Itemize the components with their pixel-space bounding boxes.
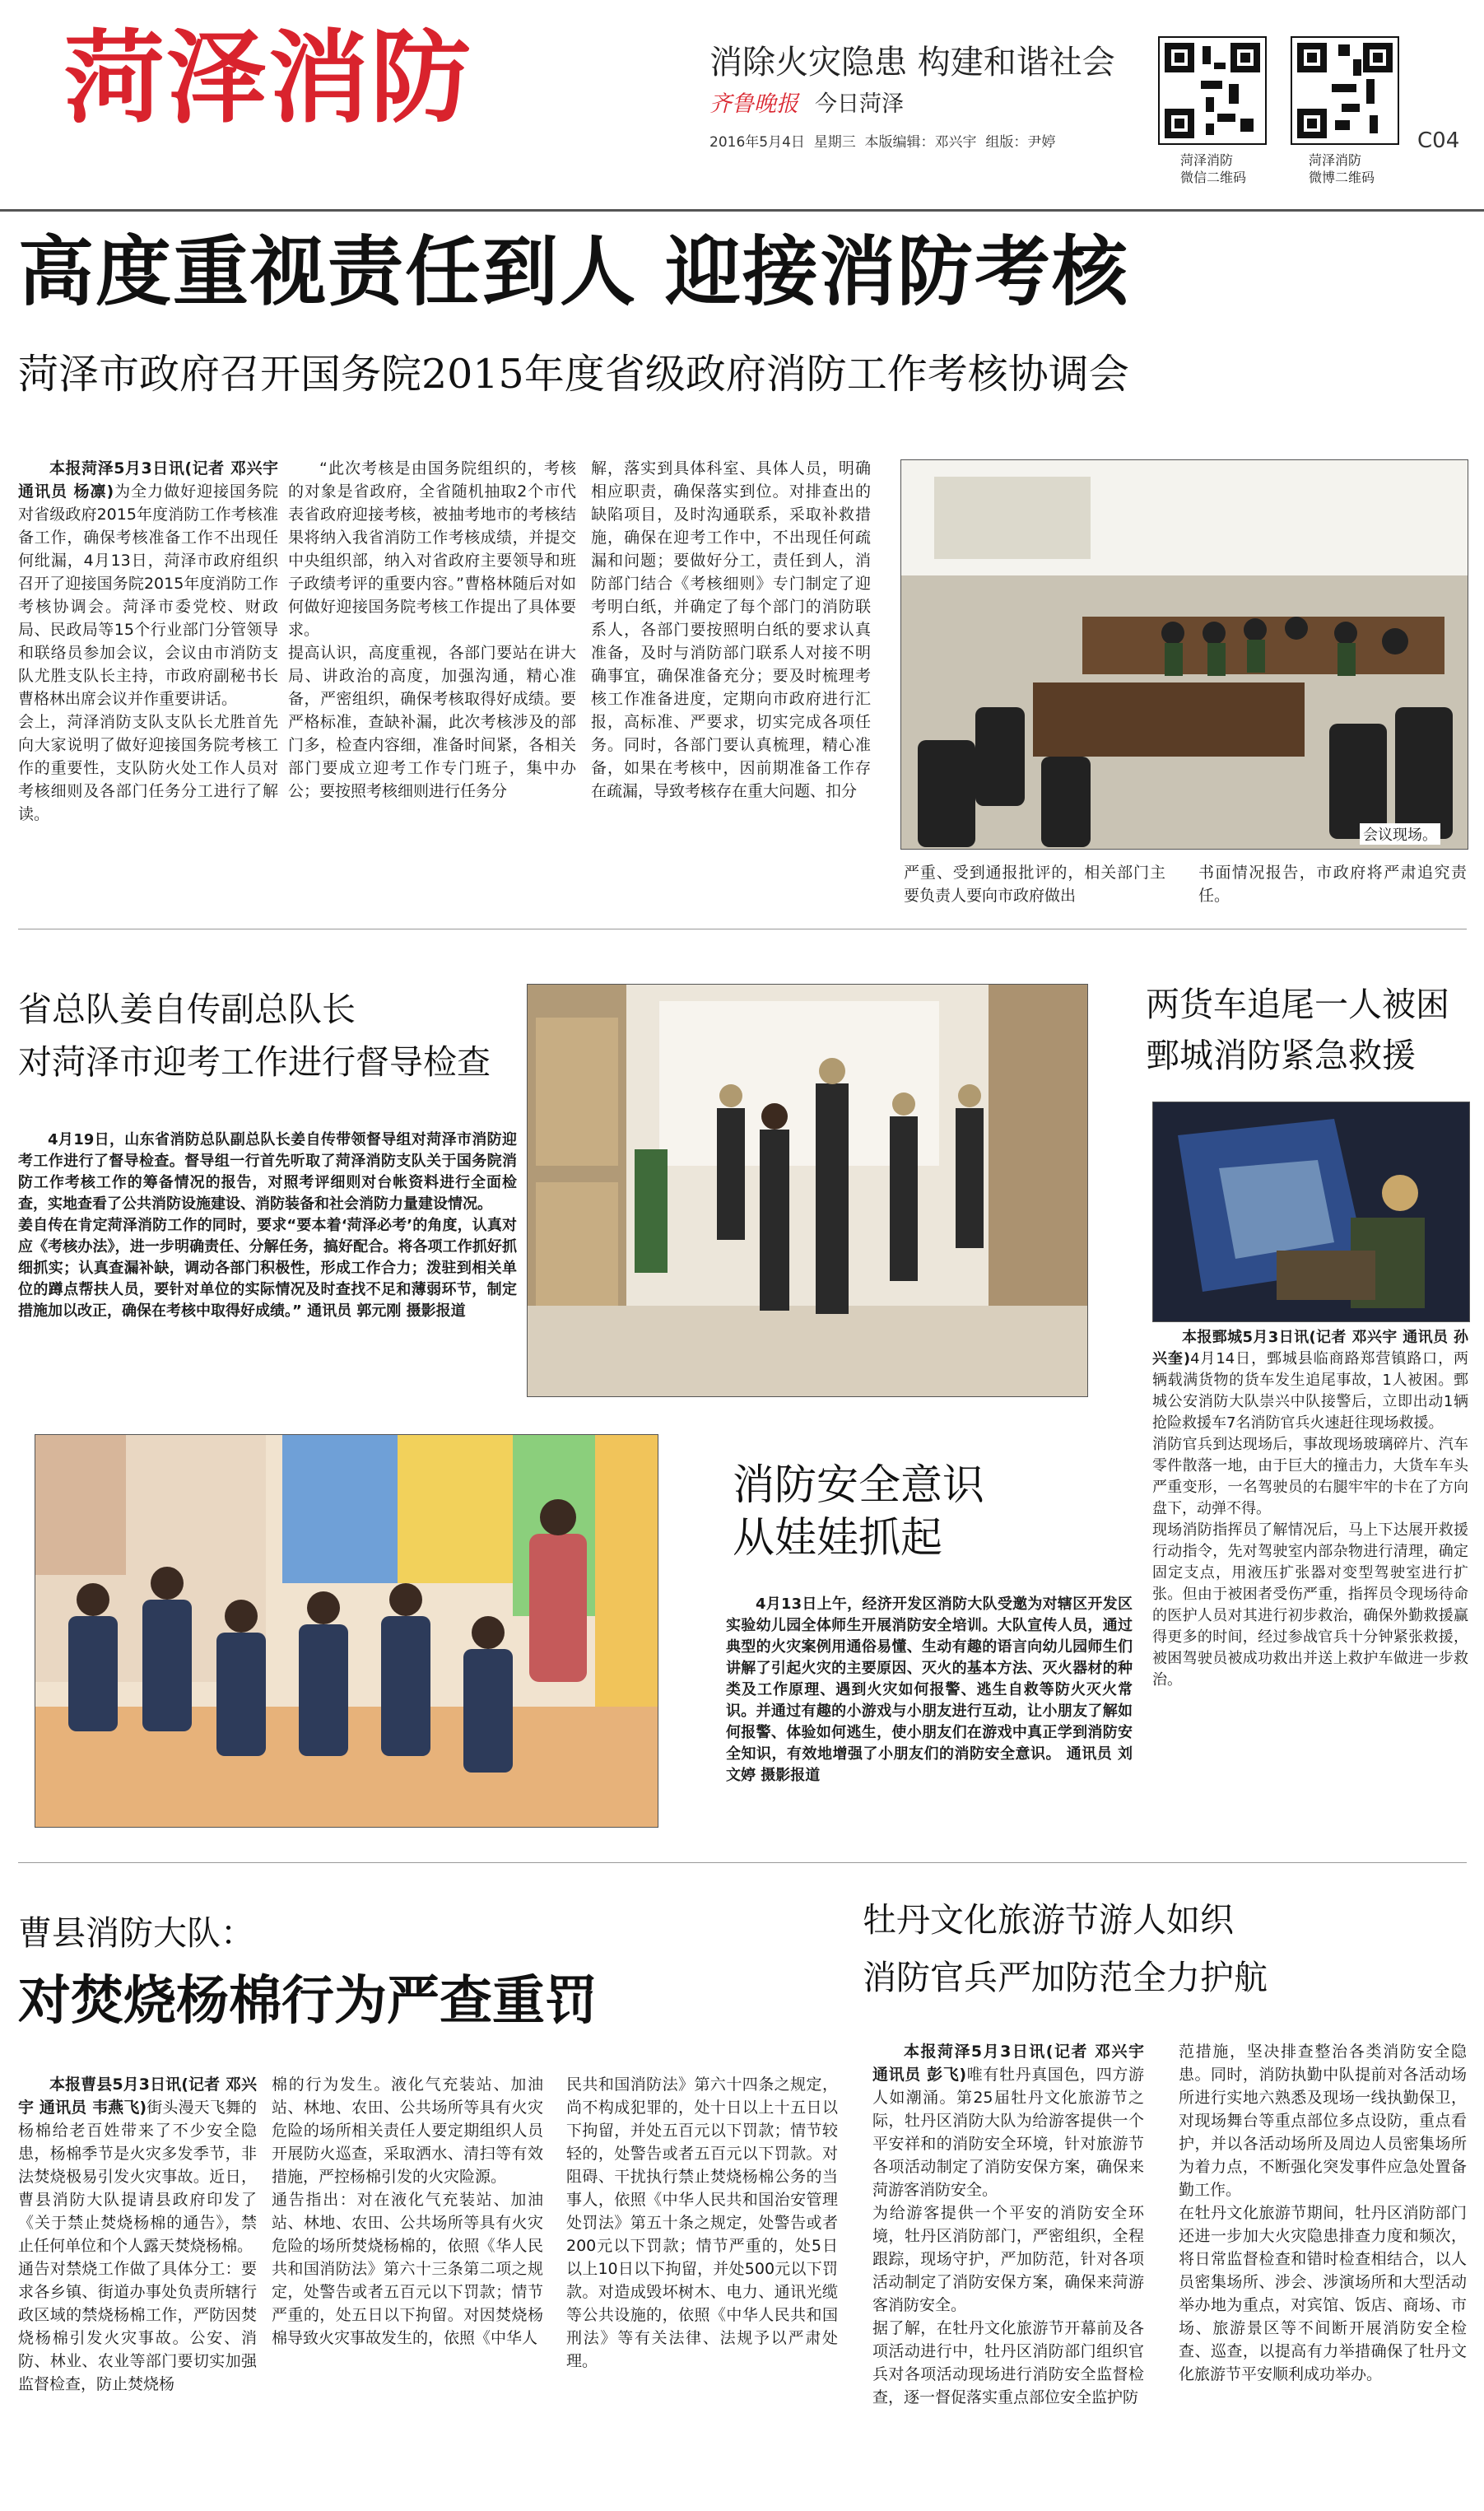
truck-headline-1: 两货车追尾一人被困 [1146,985,1449,1024]
cao-col1-text: 街头漫天飞舞的杨棉给老百姓带来了不少安全隐患，杨棉季节是火灾多发季节，非法焚烧极易引发火灾事故。近日，曹县消防大队提请县政府印发了《关于禁止焚烧杨棉的通告》，禁止任何单位和个人露天焚烧杨棉。 通告对禁烧工作做了具体分工：要求各乡镇、街道办事处负责所辖行政区域的禁烧杨棉工作，严防因焚烧杨棉引发火灾事故。公安、消防、林业、农业等部门要切实加强监督检查，防止焚烧杨 [18,2099,257,2393]
peony-col1-text: 唯有牡丹真国色，四方游人如潮涌。第25届牡丹文化旅游节之际，牡丹区消防大队为给游客提供一个平安祥和的消防安全环境，针对旅游节各项活动制定了消防安保方案，确保来菏游客消防安全。 为给游客提供一个平安的消防安全环境，牡丹区消防部门，严密组织，全程跟踪，现场守护，严加防范，针对各项活动制定了消防安保方案，确保来菏游客消防安全。 据了解，在牡丹文化旅游节开幕前及各项活动进行中，牡丹区消防部门组织官兵对各项活动现场进行消防安全监督检查，逐一督促落实重点部位安全监护防 [872,2066,1144,2406]
truck-photo [1152,1102,1470,1322]
peony-column-1 [872,2040,1144,2501]
truck-body-text: 4月14日，鄄城县临商路郑营镇路口，两辆载满货物的货车发生追尾事故，1人被困。鄄城公安消防大队崇兴中队接警后，立即出动1辆抢险救援车7名消防官兵火速赶往现场救援。 消防官兵到达现场后，事故现场玻璃碎片、汽车零件散落一地，由于巨大的撞击力，大货车车头严重变形，一名驾驶员的右腿牢牢的卡在了方向盘下，动弹不得。 现场消防指挥员了解情况后，马上下达展开救援行动指令，先对驾驶室内部杂物进行清理，确定固定支点，用液压扩张器对变型驾驶室进行扩张。但由于被困者受伤严重，指挥员令现场待命的医护人员对其进行初步救治，确保外勤救援赢得更多的时间，经过参战官兵十分钟紧张救援，被困驾驶员被成功救出并送上救护车做进一步救治。 [1152,1350,1468,1689]
lead-tail-a-text: 严重、受到通报批评的，相关部门主要负责人要向市政府做出 [904,864,1165,905]
section-divider-2 [18,1862,1467,1863]
kids-body [726,1594,1133,1841]
kids-photo [35,1434,658,1828]
masthead-title: 菏泽消防 [64,20,472,137]
paper-logo: 齐鲁晚报 [709,91,798,117]
lead-column-1 [18,457,278,914]
wechat-qr-code [1158,36,1267,145]
truck-headline-2: 鄄城消防紧急救援 [1146,1036,1416,1075]
cao-kicker: 曹县消防大队： [18,1913,254,1953]
lead-byline: 本报菏泽5月3日讯(记者 邓兴宇 通讯员 杨凛) [18,459,278,501]
peony-byline: 本报菏泽5月3日讯(记者 邓兴宇 通讯员 彭飞) [872,2043,1144,2084]
cao-headline: 对焚烧杨棉行为严查重罚 [18,1970,598,2032]
page-number: C04 [1417,128,1460,153]
lead-photo [900,459,1468,850]
inspect-body-text: 4月19日，山东省消防总队副总队长姜自传带领督导组对菏泽市消防迎考工作进行了督导检查。督导组一行首先听取了菏泽消防支队关于国务院消防工作考核工作的筹备情况的报告，对照考评细则对台帐资料进行全面检查，实地查看了公共消防设施建设、消防装备和社会消防力量建设情况。 姜自传在肯定菏泽消防工作的同时，要求“要本着‘菏泽必考’的角度，认真对应《考核办法》，进一步明确责任、分解任务，搞好配合。将各项工作抓好抓细抓实；认真查漏补缺，调动各部门积极性，形成工作合力；泼驻到相关单位的蹲点帮扶人员，要针对单位的实际情况及时查找不足和薄弱环节，制定措施加以改正，确保在考核中取得好成绩。” 通讯员 郭元刚 摄影报道 [18,1131,517,1320]
lead-tail-b [1198,861,1467,912]
cao-column-1 [18,2073,257,2501]
truck-body [1152,1327,1468,1854]
cao-column-2 [272,2073,543,2501]
inspect-body [18,1130,517,1385]
lead-tail-a [904,861,1165,912]
weibo-qr-label: 菏泽消防 微博二维码 [1309,152,1375,185]
masthead-divider [0,209,1484,212]
lead-col3-text: 解，落实到具体科室、具体人员，明确相应职责，确保落实到位。对排查出的缺陷项目，及时沟通联系，采取补救措施，确保在迎考工作中，不出现任何疏漏和问题；要做好分工，责任到人，消防部门结合《考核细则》专门制定了迎考明白纸，并确定了每个部门的消防联系人，各部门要按照明白纸的要求认真准备，及时与消防部门联系人对接不明确事宜，确保准备充分；要及时梳理考核工作准备进度，定期向市政府进行汇报，高标准、严要求，切实完成各项任务。同时，各部门要认真梳理，精心准备，如果在考核中，因前期准备工作存在疏漏，导致考核存在重大问题、扣分 [591,459,871,800]
kids-headline-1: 消防安全意识 [733,1461,985,1510]
peony-column-2 [1179,2040,1467,2501]
lead-column-3 [591,457,871,914]
lead-tail-b-text: 书面情况报告，市政府将严肃追究责任。 [1198,864,1467,905]
peony-col2-text: 范措施，坚决排查整治各类消防安全隐患。同时，消防执勤中队提前对各活动场所进行实地六熟悉及现场一线执勤保卫，对现场舞台等重点部位多点设防，重点看护，并以各活动场所及周边人员密集场所为着力点，不断强化突发事件应急处置备勤工作。 在牡丹文化旅游节期间，牡丹区消防部门还进一步加大火灾隐患排查力度和频次，将日常监督检查和错时检查相结合，以人员密集场所、涉会、涉演场所和大型活动举办地为重点，对宾馆、饭店、商场、市场、旅游景区等不间断开展消防安全检查、巡查，以提高有力举措确保了牡丹文化旅游节平安顺利成功举办。 [1179,2043,1467,2383]
peony-headline-1: 牡丹文化旅游节游人如织 [863,1900,1234,1940]
lead-headline: 高度重视责任到人 迎接消防考核 [18,227,1130,316]
cao-col2-text: 棉的行为发生。液化气充装站、加油站、林地、农田、公共场所等具有火灾危险的场所相关责任人要定期组织人员开展防火巡查，采取洒水、清扫等有效措施，严控杨棉引发的火灾险源。 通告指出：对在液化气充装站、加油站、林地、农田、公共场所等具有火灾危险的场所焚烧杨棉的，依照《华人民共和国消防法》第六十三条第二项之规定，处警告或者五百元以下罚款；情节严重的，处五日以下拘留。对因焚烧杨棉导致火灾事故发生的，依照《中华人 [272,2075,543,2347]
inspect-photo [527,984,1088,1397]
lead-photo-caption: 会议现场。 [1360,823,1440,845]
peony-headline-2: 消防官兵严加防范全力护航 [863,1958,1268,1997]
truck-byline: 本报鄄城5月3日讯(记者 邓兴宇 通讯员 孙兴奎) [1152,1329,1468,1367]
cao-col3-text: 民共和国消防法》第六十四条之规定，尚不构成犯罪的，处十日以上十五日以下拘留，并处五百元以下罚款；情节较轻的，处警告或者五百元以下罚款。对阻碍、干扰执行禁止焚烧杨棉公务的当事人，依照《中华人民共和国治安管理处罚法》第五十条之规定，处警告或者200元以下罚款；情节严重的，处5日以上10日以下拘留，并处500元以下罚款。对造成毁坏树木、电力、通讯光缆等公共设施的，依照《中华人民共和国刑法》等有关法律、法规予以严肃处理。 [566,2075,838,2370]
masthead-slogan: 消除火灾隐患 构建和谐社会 [709,44,1115,82]
edition-name: 今日菏泽 [815,91,904,117]
inspect-headline-1: 省总队姜自传副总队长 [18,990,356,1029]
weibo-qr-code [1291,36,1399,145]
lead-column-2 [288,457,576,914]
wechat-qr-label: 菏泽消防 微信二维码 [1180,152,1247,185]
cao-column-3 [566,2073,838,2501]
lead-subhead: 菏泽市政府召开国务院2015年度省级政府消防工作考核协调会 [18,351,1129,398]
kids-headline-2: 从娃娃抓起 [733,1514,943,1563]
lead-col2-text: “此次考核是由国务院组织的，考核的对象是省政府，全省随机抽取2个市代表省政府迎接考核，被抽考地市的考核结果将纳入我省消防工作考核成绩，并提交中央组织部，纳入对省政府主要领导和班子政绩考评的重要内容。”曹格林随后对如何做好迎接国务院考核工作提出了具体要求。 提高认识，高度重视，各部门要站在讲大局、讲政治的高度，加强沟通，精心准备，严密组织，确保考核取得好成绩。要严格标准，查缺补漏，此次考核涉及的部门多，检查内容细，准备时间紧，各相关部门要成立迎考工作专门班子，集中办公；要按照考核细则进行任务分 [288,459,576,800]
cao-byline: 本报曹县5月3日讯(记者 邓兴宇 通讯员 韦燕飞) [18,2075,257,2117]
masthead [0,0,1484,210]
inspect-headline-2: 对菏泽市迎考工作进行督导检查 [18,1042,491,1082]
lead-col1-text: 为全力做好迎接国务院对省级政府2015年度消防工作考核准备工作，确保考核准备工作不出现任何纰漏，4月13日，菏泽市政府组织召开了迎接国务院2015年度消防工作考核协调会。菏泽市委党校、财政局、民政局等15个行业部门分管领导和联络员参加会议，会议由市消防支队尤胜支队长主持，市政府副秘书长曹格林出席会议并作重要讲话。 会上，菏泽消防支队支队长尤胜首先向大家说明了做好迎接国务院考核工作的重要性，支队防火处工作人员对考核细则及各部门任务分工进行了解读。 [18,482,278,823]
kids-body-text: 4月13日上午，经济开发区消防大队受邀为对辖区开发区实验幼儿园全体师生开展消防安全培训。大队宣传人员，通过典型的火灾案例用通俗易懂、生动有趣的语言向幼儿园师生们讲解了引起火灾的主要原因、灭火的基本方法、灭火器材的种类及工作原理、遇到火灾如何报警、逃生自救等防火灭火常识。并通过有趣的小游戏与小朋友进行互动，让小朋友了解如何报警、体验如何逃生，使小朋友们在游戏中真正学到消防安全知识，有效地增强了小朋友们的消防安全意识。 通讯员 刘文婷 摄影报道 [726,1596,1133,1784]
dateline: 2016年5月4日 星期三 本版编辑：邓兴宇 组版：尹婷 [709,134,1056,151]
